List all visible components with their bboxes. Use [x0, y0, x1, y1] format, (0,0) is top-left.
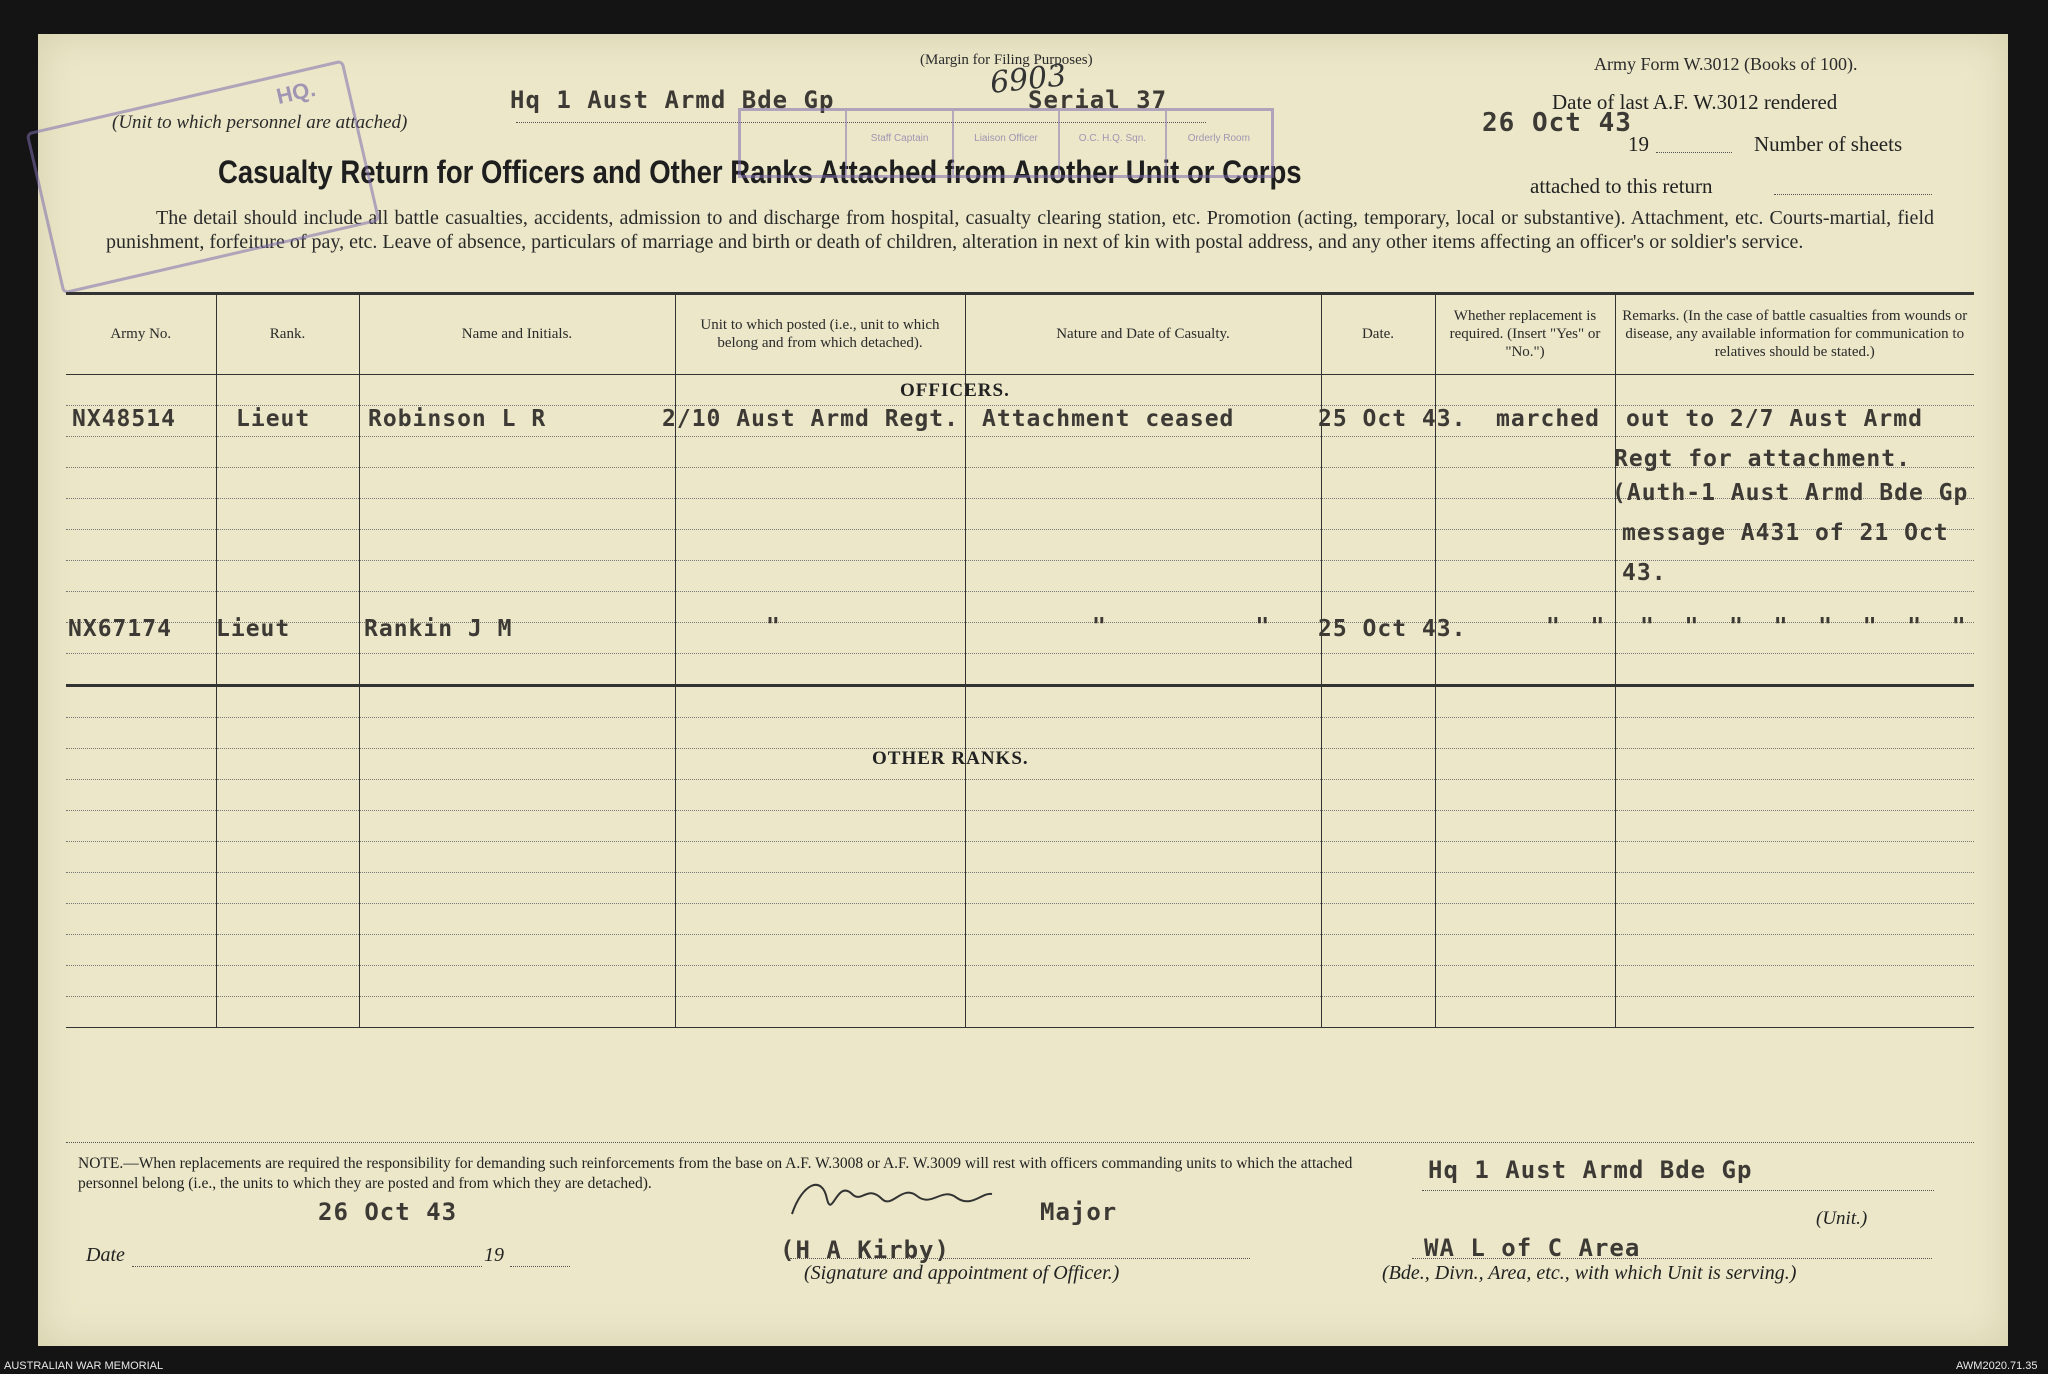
cell: [1321, 965, 1435, 996]
received-stamp-text: HQ.: [274, 75, 318, 110]
cell: [675, 996, 965, 1027]
cell: [66, 436, 216, 467]
cell: [1321, 653, 1435, 685]
cell: [965, 903, 1321, 934]
cell: [1615, 779, 1974, 810]
cell: [1435, 685, 1615, 717]
cell: [359, 717, 675, 748]
cell: [359, 748, 675, 779]
entry-nature: Attachment ceased: [982, 406, 1235, 432]
form-title: Casualty Return for Officers and Other Ranks Attached from Another Unit or Corps: [218, 154, 1302, 190]
entry-replacement: marched: [1496, 406, 1600, 432]
routing-box: Orderly Room: [1187, 133, 1250, 144]
cell: [1321, 685, 1435, 717]
cell: [1321, 996, 1435, 1027]
entry-remarks-line: Regt for attachment.: [1614, 446, 1911, 472]
cell: [359, 996, 675, 1027]
entry-rank: Lieut: [236, 406, 311, 432]
entry-rank: Lieut: [216, 616, 291, 642]
cell: [216, 653, 359, 685]
cell: [1435, 934, 1615, 965]
cell: [675, 810, 965, 841]
footer-area-value: WA L of C Area: [1424, 1234, 1641, 1262]
cell: [675, 560, 965, 591]
cell: [965, 560, 1321, 591]
routing-box-blank: [741, 111, 847, 175]
cell: [359, 779, 675, 810]
cell: [359, 653, 675, 685]
cell: [675, 872, 965, 903]
attached-label: attached to this return: [1530, 174, 1713, 198]
footer-area-dotline: [1412, 1258, 1932, 1259]
col-date: Date.: [1321, 294, 1435, 374]
cell: [675, 591, 965, 622]
cell: [66, 717, 216, 748]
entry-army-no: NX48514: [72, 406, 176, 432]
last-rendered-label: Date of last A.F. W.3012 rendered: [1552, 90, 1838, 114]
cell: [359, 467, 675, 498]
unit-prompt: (Unit to which personnel are attached): [112, 112, 408, 133]
cell: [1321, 810, 1435, 841]
cell: [1435, 374, 1615, 405]
cell: [675, 841, 965, 872]
cell: [1615, 374, 1974, 405]
cell: [1435, 841, 1615, 872]
cell: [216, 934, 359, 965]
cell: [1615, 560, 1974, 591]
other-ranks-label: OTHER RANKS.: [872, 748, 1029, 769]
cell: [66, 779, 216, 810]
cell: [1321, 934, 1435, 965]
footer-unit-value: Hq 1 Aust Armd Bde Gp: [1428, 1156, 1753, 1184]
cell: [216, 685, 359, 717]
cell: [1615, 903, 1974, 934]
cell: [66, 529, 216, 560]
cell: [1321, 903, 1435, 934]
cell: [675, 685, 965, 717]
year-dotline: [1656, 152, 1732, 153]
cell: [66, 965, 216, 996]
archive-reference: AWM2020.71.35: [1956, 1360, 2038, 1372]
cell: [1435, 779, 1615, 810]
cell: [1435, 903, 1615, 934]
cell: [359, 810, 675, 841]
col-name: Name and Initials.: [359, 294, 675, 374]
cell: [1435, 872, 1615, 903]
cell: [1435, 965, 1615, 996]
casualty-table: [66, 294, 1974, 1028]
cell: [1615, 810, 1974, 841]
entry-remarks-line: 43.: [1622, 560, 1667, 586]
cell: [675, 965, 965, 996]
cell: [216, 810, 359, 841]
cell: [1615, 872, 1974, 903]
cell: [66, 685, 216, 717]
cell: [965, 436, 1321, 467]
routing-box: Liaison Officer: [954, 111, 1060, 175]
routing-stamp: [738, 108, 1274, 178]
archive-institution: AUSTRALIAN WAR MEMORIAL: [4, 1360, 164, 1372]
unit-value: Hq 1 Aust Armd Bde Gp: [510, 86, 835, 114]
cell: [359, 436, 675, 467]
cell: [1435, 996, 1615, 1027]
cell: [675, 779, 965, 810]
other-ranks-body: [66, 685, 1974, 1027]
entry-army-no: NX67174: [68, 616, 172, 642]
cell: [675, 622, 965, 653]
cell: [1321, 498, 1435, 529]
cell: [359, 903, 675, 934]
cell: [1615, 965, 1974, 996]
cell: [216, 560, 359, 591]
entry-remarks-line: (Auth-1 Aust Armd Bde Gp: [1612, 480, 1969, 506]
footer-date-dotline: [132, 1266, 482, 1267]
cell: [965, 498, 1321, 529]
cell: [1321, 529, 1435, 560]
cell: [1435, 810, 1615, 841]
cell: [965, 810, 1321, 841]
attached-dotline: [1774, 194, 1932, 195]
col-rank: Rank.: [216, 294, 359, 374]
cell: [675, 934, 965, 965]
margin-note: (Margin for Filing Purposes): [920, 52, 1093, 68]
cell: [1321, 374, 1435, 405]
cell: [1321, 841, 1435, 872]
cell: [359, 560, 675, 591]
cell: [1615, 748, 1974, 779]
cell: [216, 841, 359, 872]
cell: [965, 841, 1321, 872]
cell: [216, 529, 359, 560]
form-id: Army Form W.3012 (Books of 100).: [1594, 54, 1858, 74]
cell: [675, 903, 965, 934]
cell: [675, 436, 965, 467]
footer-rule: [66, 1142, 1974, 1143]
cell: [1615, 685, 1974, 717]
cell: [1321, 717, 1435, 748]
footer-appointment: Major: [1040, 1198, 1118, 1226]
cell: [359, 841, 675, 872]
cell: [675, 467, 965, 498]
entry-nature: " ": [1092, 614, 1271, 640]
cell: [1321, 748, 1435, 779]
cell: [965, 529, 1321, 560]
cell: [675, 653, 965, 685]
cell: [66, 903, 216, 934]
entry-date: 25 Oct 43.: [1318, 406, 1467, 432]
cell: [965, 934, 1321, 965]
cell: [1435, 653, 1615, 685]
cell: [1321, 560, 1435, 591]
footer-unit-label: (Unit.): [1816, 1208, 1868, 1229]
last-rendered-value: 26 Oct 43: [1482, 108, 1632, 138]
cell: [965, 467, 1321, 498]
cell: [359, 498, 675, 529]
handwritten-number: 6903: [988, 58, 1068, 101]
cell: [359, 872, 675, 903]
instructions: The detail should include all battle casualties, accidents, admission to and discharge from hospital, casualty clearing station, etc. Promotion (acting, temporary, local or substantive). Attachment, etc. Courts-martial, field punishment, forfeiture of pay, etc. Leave of absence, particulars of marriage and birth or death of children, alteration in next of kin with postal address, and any other items affecting an officer's or soldier's service.: [106, 207, 1934, 253]
year-prefix: 19: [1628, 132, 1649, 156]
cell: [965, 717, 1321, 748]
cell: [1615, 934, 1974, 965]
entry-unit: ": [766, 614, 781, 640]
entry-date: 25 Oct 43.: [1318, 616, 1467, 642]
cell: [1435, 529, 1615, 560]
cell: [216, 748, 359, 779]
cell: [359, 529, 675, 560]
footer-area-label: (Bde., Divn., Area, etc., with which Unit is serving.): [1382, 1262, 1797, 1284]
cell: [359, 934, 675, 965]
cell: [965, 653, 1321, 685]
cell: [66, 841, 216, 872]
cell: [965, 996, 1321, 1027]
entry-unit: 2/10 Aust Armd Regt.: [662, 406, 959, 432]
cell: [216, 903, 359, 934]
footer-unit-dotline: [1422, 1190, 1934, 1191]
col-army-no: Army No.: [66, 294, 216, 374]
col-replacement: Whether replacement is required. (Insert "Yes" or "No."): [1435, 294, 1615, 374]
footer-signatory: (H A Kirby): [780, 1236, 950, 1264]
cell: [965, 872, 1321, 903]
cell: [66, 872, 216, 903]
cell: [216, 996, 359, 1027]
footer-year-dotline: [510, 1266, 570, 1267]
col-unit-posted: Unit to which posted (i.e., unit to which belong and from which detached).: [675, 294, 965, 374]
footer-year-label: 19: [484, 1244, 504, 1266]
cell: [1435, 560, 1615, 591]
cell: [66, 374, 216, 405]
entry-remarks-line: " " " " " " " ": [1640, 614, 1967, 640]
cell: [1435, 436, 1615, 467]
cell: [216, 436, 359, 467]
cell: [1615, 841, 1974, 872]
cell: [1615, 717, 1974, 748]
cell: [965, 779, 1321, 810]
col-remarks: Remarks. (In the case of battle casualties from wounds or disease, any available information for communication to relatives should be stated.): [1615, 294, 1974, 374]
cell: [359, 685, 675, 717]
cell: [675, 717, 965, 748]
cell: [216, 374, 359, 405]
routing-box: Staff Captain: [847, 111, 953, 175]
officers-label: OFFICERS.: [900, 380, 1010, 401]
cell: [66, 653, 216, 685]
cell: [1321, 872, 1435, 903]
cell: [1321, 779, 1435, 810]
cell: [1321, 467, 1435, 498]
cell: [1435, 498, 1615, 529]
cell: [675, 498, 965, 529]
cell: [216, 779, 359, 810]
footer-note: NOTE.—When replacements are required the responsibility for demanding such reinforcements from the base on A.F. W.3008 or A.F. W.3009 will rest with officers commanding units to which the attached personnel belong (i.e., the units to which they are posted and from which they are detached).: [78, 1155, 1353, 1192]
cell: [66, 498, 216, 529]
cell: [1435, 717, 1615, 748]
cell: [66, 996, 216, 1027]
cell: [66, 467, 216, 498]
cell: [1321, 436, 1435, 467]
footer-signature-label: (Signature and appointment of Officer.): [804, 1262, 1120, 1284]
col-nature: Nature and Date of Casualty.: [965, 294, 1321, 374]
cell: [359, 965, 675, 996]
footer-date-label: Date: [86, 1244, 125, 1266]
entry-replacement: " ": [1546, 614, 1606, 640]
entry-remarks-line: out to 2/7 Aust Armd: [1626, 406, 1923, 432]
cell: [675, 529, 965, 560]
cell: [66, 560, 216, 591]
routing-box: O.C. H.Q. Sqn.: [1060, 111, 1166, 175]
cell: [1615, 653, 1974, 685]
cell: [965, 685, 1321, 717]
sheets-label: Number of sheets: [1754, 132, 1903, 156]
cell: [216, 872, 359, 903]
entry-name: Robinson L R: [368, 406, 547, 432]
officer-signature: [782, 1164, 1002, 1234]
entry-name: Rankin J M: [364, 616, 513, 642]
cell: [1435, 748, 1615, 779]
cell: [216, 965, 359, 996]
cell: [965, 965, 1321, 996]
footer-date-value: 26 Oct 43: [318, 1198, 458, 1226]
cell: [1615, 996, 1974, 1027]
cell: [216, 467, 359, 498]
cell: [66, 934, 216, 965]
cell: [66, 748, 216, 779]
cell: [1435, 467, 1615, 498]
cell: [216, 717, 359, 748]
cell: [216, 498, 359, 529]
cell: [359, 374, 675, 405]
cell: [965, 374, 1321, 405]
cell: [66, 810, 216, 841]
footer-signature-dotline: [790, 1258, 1250, 1259]
serial-value: Serial 37: [1028, 86, 1168, 114]
entry-remarks-line: message A431 of 21 Oct: [1622, 520, 1949, 546]
